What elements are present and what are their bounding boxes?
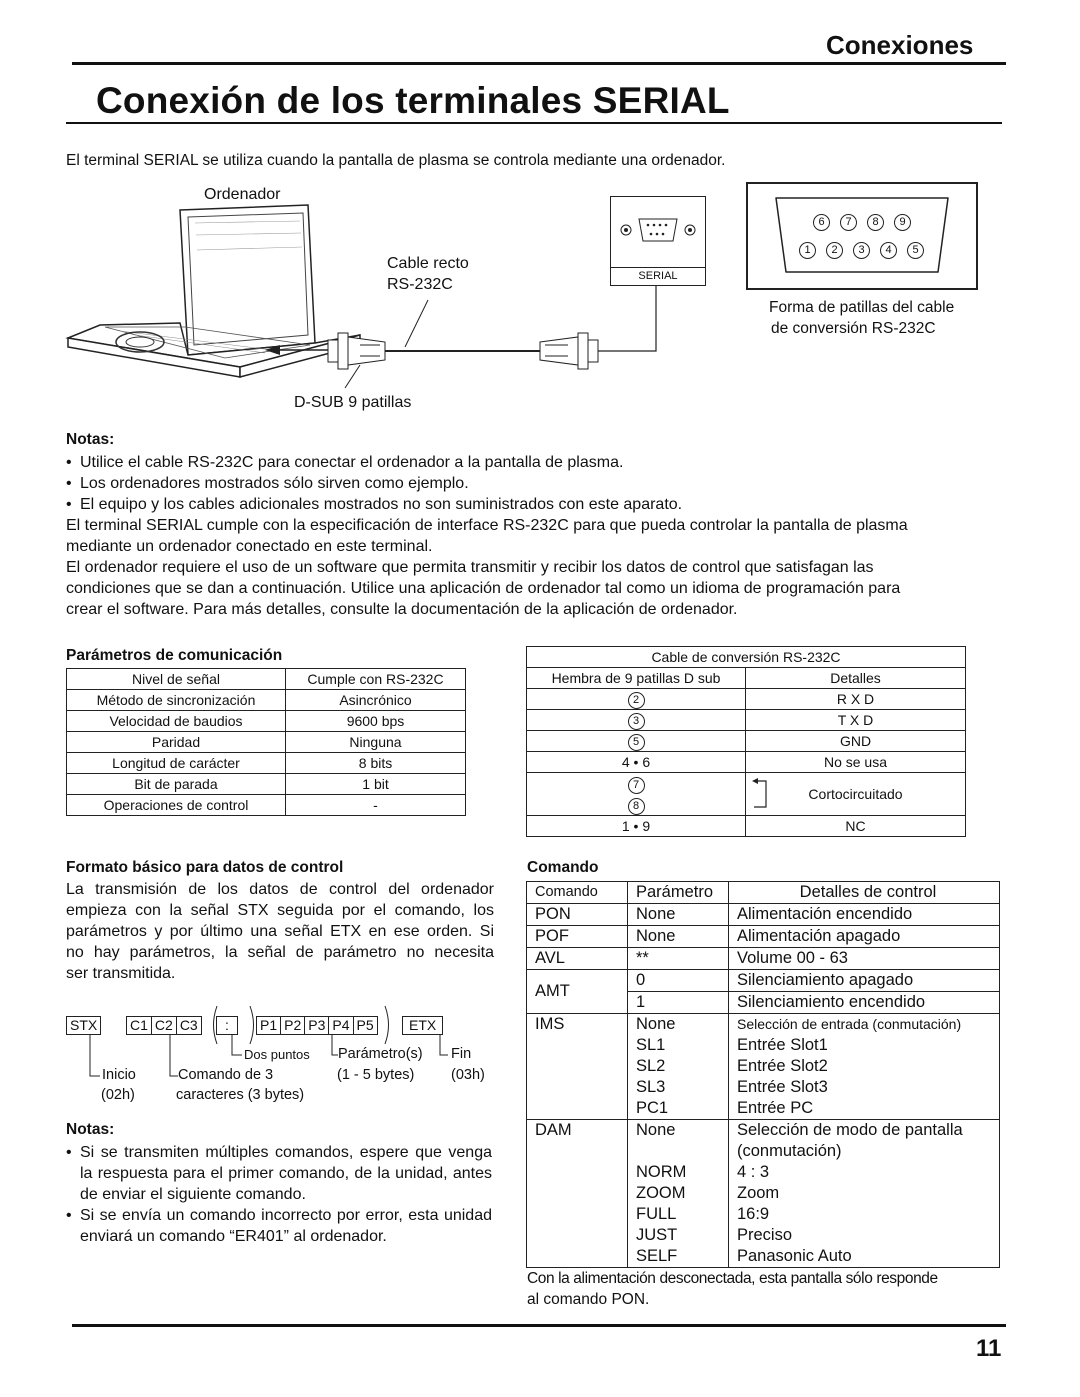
param-value: Cumple con RS-232C (286, 669, 466, 690)
notes2-block (66, 1142, 492, 1247)
pin-detail: R X D (746, 689, 966, 710)
command-detail: 16:9 (737, 1205, 770, 1223)
p3-box: P3 (305, 1016, 329, 1035)
intro-text: El terminal SERIAL se utiliza cuando la pantalla de plasma se controla mediante una ordenador. (66, 152, 726, 169)
param-value: 8 bits (286, 753, 466, 774)
command-param: 1 (628, 992, 729, 1014)
serial-label: SERIAL (611, 267, 705, 284)
paragraph-line: condiciones que se dan a continuación. Utilice una aplicación de ordenador tal como un idioma de programación para (66, 580, 901, 597)
table-row (527, 948, 1000, 970)
command-param: 0 (628, 970, 729, 992)
command-detail: 4 : 3 (737, 1163, 770, 1181)
table-row (527, 904, 1000, 926)
page-title: Conexión de los terminales SERIAL (96, 80, 730, 121)
pin-5: 5 (907, 242, 924, 259)
note-item: • Utilice el cable RS-232C para conectar el ordenador a la pantalla de plasma. (66, 452, 1006, 473)
pin-9: 9 (894, 214, 911, 231)
p5-box: P5 (354, 1016, 378, 1035)
param-name: Nivel de señal (67, 669, 286, 690)
pins-bottom-row (794, 242, 929, 259)
table-row (527, 731, 966, 752)
pin-2: 2 (826, 242, 843, 259)
table-row (527, 752, 966, 773)
table-row (527, 816, 966, 837)
comando3-label: Comando de 3 (178, 1067, 274, 1083)
pin-1: 1 (799, 242, 816, 259)
command-detail: Alimentación apagado (729, 926, 1000, 948)
etx-box: ETX (402, 1016, 443, 1035)
table-row (67, 690, 466, 711)
command-param: SL2 (628, 1056, 729, 1077)
paragraph-line: El terminal SERIAL cumple con la especificación de interface RS-232C para que pueda controlar la pantalla de plasma (66, 517, 908, 534)
format-line: no hay parámetros, la señal de parámetro no necesita (66, 944, 494, 961)
table-row (67, 732, 466, 753)
p2-box: P2 (281, 1016, 305, 1035)
pin-shape-box (746, 182, 978, 290)
param-name: Velocidad de baudios (67, 711, 286, 732)
inicio-code: (02h) (101, 1087, 135, 1103)
pins-caption-2: de conversión RS-232C (771, 320, 936, 337)
table-row (527, 689, 966, 710)
title-rule (66, 122, 1002, 124)
commands-heading: Comando (527, 859, 599, 876)
command-param: FULL (628, 1204, 729, 1225)
command-detail: Silenciamiento encendido (729, 992, 1000, 1014)
fin-label: Fin (451, 1046, 472, 1062)
table-row (527, 647, 966, 668)
command-code: POF (527, 926, 628, 948)
command-detail: Volume 00 - 63 (729, 948, 1000, 970)
fin-code: (03h) (451, 1067, 485, 1083)
command-detail: Alimentación encendido (729, 904, 1000, 926)
pin-8: 8 (867, 214, 884, 231)
pin-number: 1 • 9 (527, 816, 746, 837)
format-text (66, 879, 494, 984)
note-item: • Si se envía un comando incorrecto por error, esta unidad enviará un comando “ER401” al ordenador. (66, 1205, 492, 1247)
conversion-table (526, 646, 966, 837)
command-param: None (628, 1014, 729, 1036)
table-row (527, 882, 1000, 904)
page-number: 11 (976, 1335, 1002, 1362)
bytes-label: (1 - 5 bytes) (337, 1067, 415, 1083)
command-code: AVL (527, 948, 628, 970)
bottom-rule (72, 1324, 1006, 1327)
param-name: Longitud de carácter (67, 753, 286, 774)
param-name: Operaciones de control (67, 795, 286, 816)
command-param: SL3 (628, 1077, 729, 1098)
pin-detail: Cortocircuitado (808, 786, 903, 802)
format-line: ser transmitida. (66, 965, 176, 982)
pin-number: 4 • 6 (527, 752, 746, 773)
command-detail: Panasonic Auto (737, 1247, 852, 1265)
pins-top-row (808, 214, 916, 231)
table-row (67, 669, 466, 690)
param-value: - (286, 795, 466, 816)
format-heading: Formato básico para datos de control (66, 859, 344, 876)
command-detail: Silenciamiento apagado (729, 970, 1000, 992)
c2-box: C2 (152, 1016, 177, 1035)
pin-detail: GND (746, 731, 966, 752)
table-row (67, 795, 466, 816)
pin-4: 4 (880, 242, 897, 259)
note-item: • Los ordenadores mostrados sólo sirven como ejemplo. (66, 473, 1006, 494)
cable-label-1: Cable recto (387, 255, 469, 272)
command-code: AMT (527, 970, 628, 1014)
pin-number: 5 (628, 734, 645, 751)
table-row (527, 773, 966, 816)
paragraph-line: El ordenador requiere el uso de un software que permita transmitir y recibir los datos de control que satisfagan las (66, 559, 874, 576)
command-detail: Preciso (737, 1226, 793, 1244)
laptop-illustration (68, 205, 360, 377)
table-row (527, 668, 966, 689)
left-dsub-connector (328, 333, 385, 369)
table-row (527, 926, 1000, 948)
pin-7: 7 (840, 214, 857, 231)
command-detail: (conmutación) (737, 1142, 842, 1160)
command-param: None (628, 1120, 729, 1142)
command-detail: Entrée Slot2 (737, 1057, 828, 1075)
format-line: empieza con la señal STX seguida por el comando, los (66, 902, 494, 919)
serial-terminal (610, 196, 706, 286)
table-row (527, 970, 1000, 992)
pin-6: 6 (813, 214, 830, 231)
pin-3: 3 (853, 242, 870, 259)
pins-caption-1: Forma de patillas del cable (769, 299, 955, 316)
table-row (527, 1120, 1000, 1142)
p4-box: P4 (329, 1016, 353, 1035)
command-detail: Zoom (737, 1184, 780, 1202)
command-detail: Entrée Slot3 (737, 1078, 828, 1096)
command-detail: Selección de entrada (conmutación) (729, 1014, 1000, 1036)
inicio-label: Inicio (102, 1067, 136, 1083)
cable-label-2: RS-232C (387, 276, 453, 293)
column-header: Comando (527, 882, 628, 904)
notes-heading: Notas: (66, 431, 115, 448)
notes-block (66, 452, 1006, 620)
commands-footnote-1: Con la alimentación desconectada, esta pantalla sólo responde (527, 1270, 938, 1287)
pin-detail: No se usa (746, 752, 966, 773)
command-param: None (628, 904, 729, 926)
command-detail: Entrée Slot1 (737, 1036, 828, 1054)
command-param: PC1 (628, 1098, 729, 1120)
command-code: IMS (527, 1014, 628, 1120)
command-code: PON (527, 904, 628, 926)
param-value: Asincrónico (286, 690, 466, 711)
dos-puntos-label: Dos puntos (244, 1047, 310, 1062)
table-row (527, 710, 966, 731)
computer-label: Ordenador (204, 186, 281, 203)
c1-box: C1 (126, 1016, 152, 1035)
frame-brackets (80, 1003, 480, 1083)
command-param: NORM (628, 1162, 729, 1183)
params-heading: Parámetros de comunicación (66, 647, 283, 664)
command-param: ZOOM (628, 1183, 729, 1204)
pin-detail: T X D (746, 710, 966, 731)
comando3-label-b: caracteres (3 bytes) (176, 1087, 305, 1103)
command-param: SL1 (628, 1035, 729, 1056)
param-value: 9600 bps (286, 711, 466, 732)
table-row (527, 1014, 1000, 1036)
format-line: La transmisión de los datos de control del ordenador (66, 881, 494, 898)
right-dsub-connector (540, 333, 598, 369)
column-header: Detalles (746, 668, 966, 689)
table-row (67, 753, 466, 774)
pin-number: 3 (628, 713, 645, 730)
params-table (66, 668, 466, 816)
param-value: Ninguna (286, 732, 466, 753)
stx-box: STX (66, 1016, 101, 1035)
note-item: • Si se transmiten múltiples comandos, espere que venga la respuesta para el primer comando, de la unidad, antes de enviar el siguiente comando. (66, 1142, 492, 1205)
table-row (67, 711, 466, 732)
command-param: SELF (628, 1246, 729, 1268)
command-detail: Entrée PC (737, 1099, 814, 1117)
pin-number: 7 (628, 777, 645, 794)
paragraph-line: mediante un ordenador conectado en este terminal. (66, 538, 433, 555)
pin-number: 2 (628, 692, 645, 709)
command-detail: Selección de modo de pantalla (729, 1120, 1000, 1142)
section-title: Conexiones (826, 30, 974, 60)
notes2-heading: Notas: (66, 1121, 115, 1138)
p1-box: P1 (256, 1016, 281, 1035)
param-value: 1 bit (286, 774, 466, 795)
format-line: parámetros y por último una señal ETX en ese orden. Si (66, 923, 494, 940)
top-rule (72, 62, 1006, 65)
note-item: • El equipo y los cables adicionales mostrados no son suministrados con este aparato. (66, 494, 1006, 515)
param-name: Método de sincronización (67, 690, 286, 711)
command-param: None (628, 926, 729, 948)
pin-number: 8 (628, 798, 645, 815)
conversion-title: Cable de conversión RS-232C (527, 647, 966, 668)
command-param (628, 1141, 729, 1162)
short-circuit-icon (750, 777, 772, 811)
command-param: JUST (628, 1225, 729, 1246)
command-table (526, 881, 1000, 1268)
dsub-label: D-SUB 9 patillas (294, 394, 412, 411)
column-header: Detalles de control (799, 883, 937, 901)
c3-box: C3 (177, 1016, 202, 1035)
paragraph-line: crear el software. Para más detalles, consulte la documentación de la aplicación de ordenador. (66, 601, 738, 618)
table-row (67, 774, 466, 795)
commands-footnote-2: al comando PON. (527, 1291, 650, 1308)
parametro-label: Parámetro(s) (338, 1046, 423, 1062)
command-code: DAM (527, 1120, 628, 1268)
pin-detail: NC (746, 816, 966, 837)
column-header: Parámetro (628, 882, 729, 904)
colon-box: : (216, 1016, 238, 1035)
param-name: Bit de parada (67, 774, 286, 795)
column-header: Hembra de 9 patillas D sub (527, 668, 746, 689)
command-param: ** (628, 948, 729, 970)
param-name: Paridad (67, 732, 286, 753)
